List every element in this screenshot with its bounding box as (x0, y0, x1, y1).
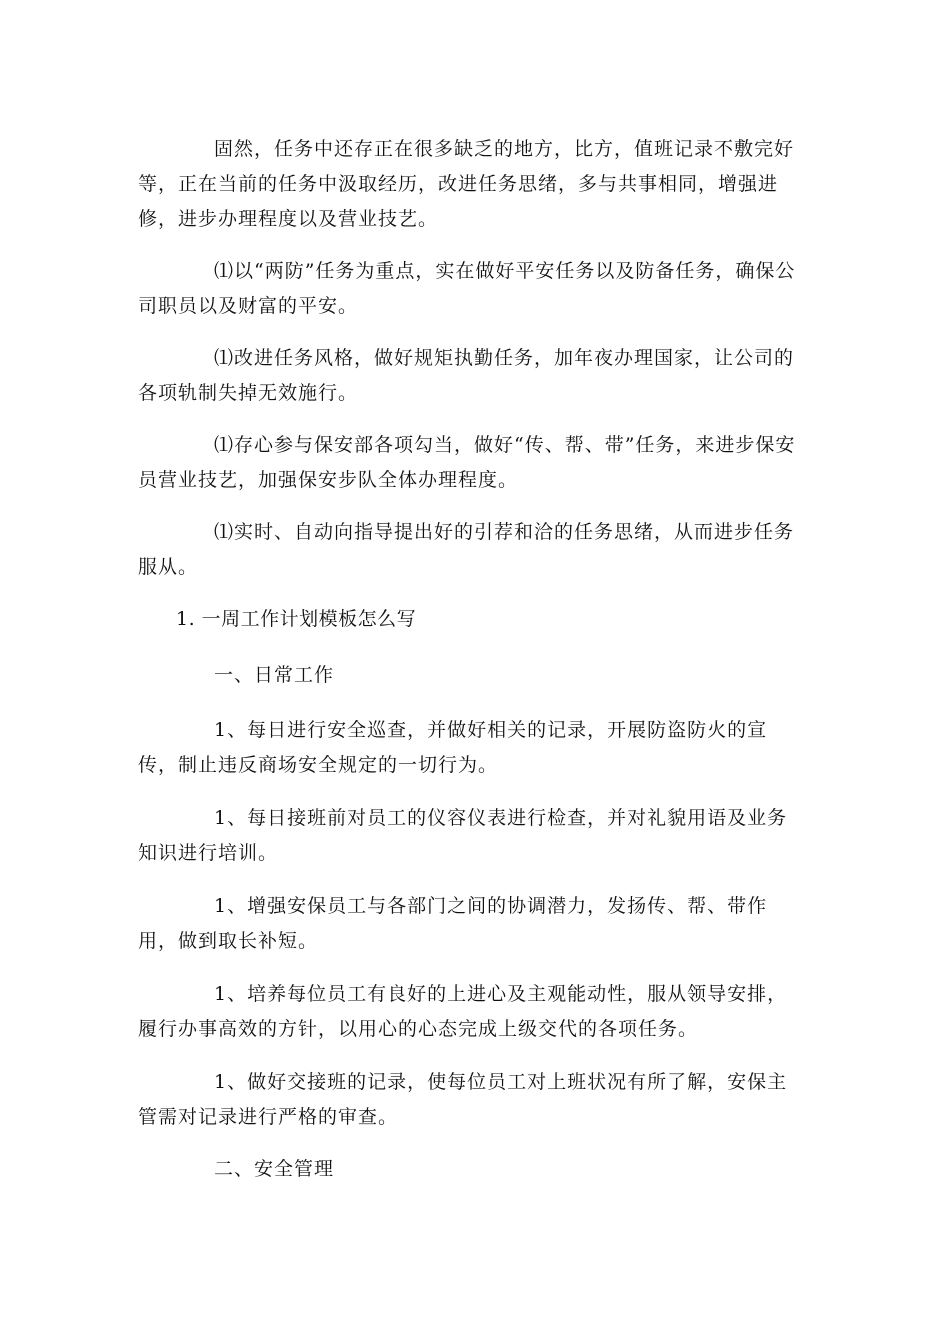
list-item: 1、增强安保员工与各部门之间的协调潜力，发扬传、帮、带作用，做到取长补短。 (138, 895, 768, 952)
paragraph-point-4: ⑴实时、自动向指导提出好的引荐和洽的任务思绪，从而进步任务服从。 (138, 521, 795, 578)
paragraph-point-2: ⑴改进任务风格，做好规矩执勤任务，加年夜办理国家，让公司的各项轨制失掉无效施行。 (138, 347, 795, 404)
list-item: 1、做好交接班的记录，使每位员工对上班状况有所了解，安保主管需对记录进行严格的审查。 (138, 1071, 788, 1128)
subsection-daily-work: 一、日常工作 (214, 664, 335, 686)
list-item: 1、培养每位员工有良好的上进心及主观能动性，服从领导安排，履行办事高效的方针，以用心的心态完成上级交代的各项任务。 (138, 983, 788, 1040)
paragraph-point-3: ⑴存心参与保安部各项勾当，做好“传、帮、带”任务，来进步保安员营业技艺，加强保安步队全体办理程度。 (138, 434, 796, 491)
paragraph-summary: 固然，任务中还存正在很多缺乏的地方，比方，值班记录不敷完好等，正在当前的任务中汲取经历，改进任务思绪，多与共事相同，增强进修，进步办理程度以及营业技艺。 (138, 138, 795, 230)
section-title: 1. 一周工作计划模板怎么写 (176, 608, 417, 630)
subsection-safety-management: 二、安全管理 (214, 1158, 335, 1180)
paragraph-point-1: ⑴以“两防”任务为重点，实在做好平安任务以及防备任务，确保公司职员以及财富的平安。 (138, 260, 796, 317)
list-item: 1、每日进行安全巡查，并做好相关的记录，开展防盗防火的宣传，制止违反商场安全规定的一切行为。 (138, 719, 768, 776)
list-item: 1、每日接班前对员工的仪容仪表进行检查，并对礼貌用语及业务知识进行培训。 (138, 807, 788, 864)
